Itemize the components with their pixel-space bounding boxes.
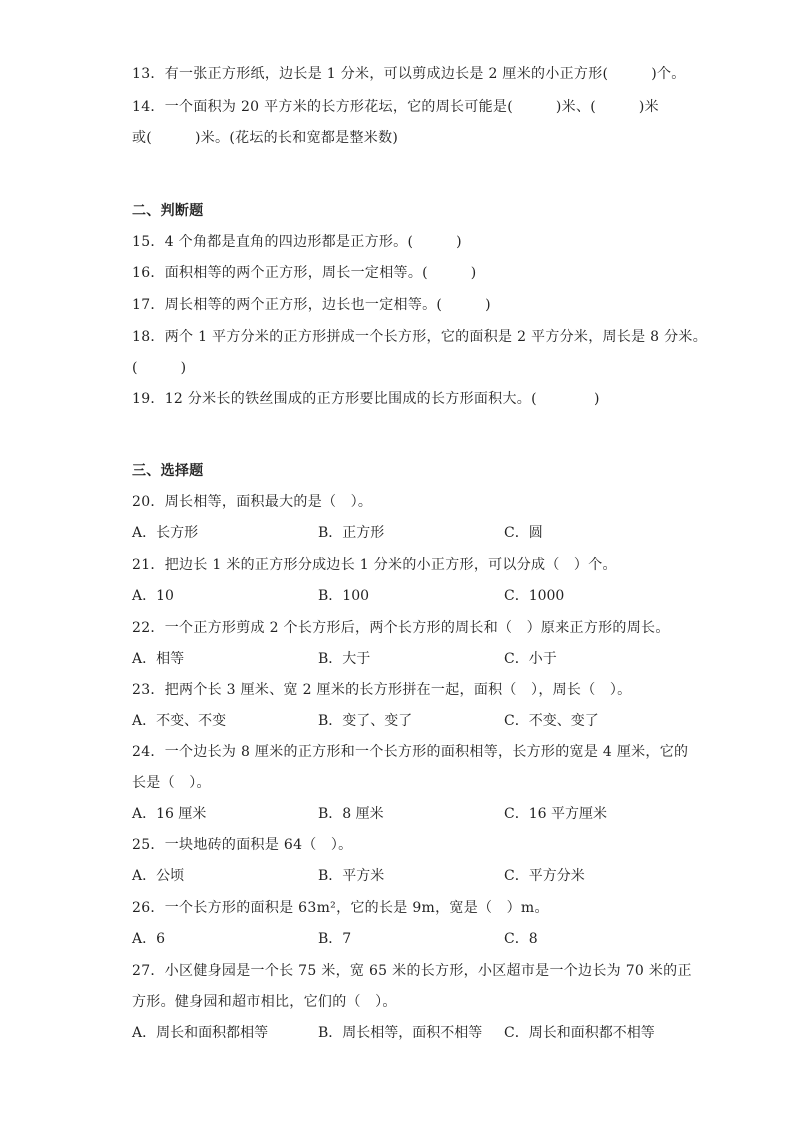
options-24 [132, 804, 692, 824]
option-a: A．长方形 [132, 525, 199, 541]
question-15: 15．4 个角都是直角的四边形都是正方形。( ) [132, 234, 462, 250]
option-a: A．16 厘米 [132, 806, 207, 822]
question-14: 14．一个面积为 20 平方米的长方形花坛，它的周长可能是( )米、( )米 [132, 99, 659, 115]
option-c: C．圆 [504, 525, 543, 541]
option-c: C．平方分米 [504, 868, 585, 884]
options-22 [132, 649, 692, 669]
option-a: A．周长和面积都相等 [132, 1025, 269, 1041]
question-18-answer-blank: ( ) [132, 360, 187, 376]
options-26 [132, 929, 692, 949]
option-c: C．不变、变了 [504, 713, 599, 729]
options-23 [132, 711, 692, 731]
option-a: A．不变、不变 [132, 713, 227, 729]
options-20 [132, 523, 692, 543]
option-a: A．6 [132, 931, 166, 947]
question-20: 20．周长相等，面积最大的是（ ）。 [132, 494, 373, 510]
option-a: A．公顷 [132, 868, 185, 884]
option-c: C．8 [504, 931, 538, 947]
option-c: C．周长和面积都不相等 [504, 1025, 655, 1041]
option-c: C．1000 [504, 588, 565, 604]
option-b: B．7 [318, 931, 352, 947]
question-27-continued: 方形。健身园和超市相比，它们的（ ）。 [132, 994, 397, 1010]
question-27: 27．小区健身园是一个长 75 米，宽 65 米的长方形，小区超市是一个边长为 70 米的正 [132, 963, 692, 979]
options-21 [132, 586, 692, 606]
section-heading-choice: 三、选择题 [132, 463, 204, 479]
question-22: 22．一个正方形剪成 2 个长方形后，两个长方形的周长和（ ）原来正方形的周长。 [132, 620, 670, 636]
question-26: 26．一个长方形的面积是 63m²，它的长是 9m，宽是（ ）m。 [132, 900, 549, 916]
option-b: B．8 厘米 [318, 806, 384, 822]
question-24: 24．一个边长为 8 厘米的正方形和一个长方形的面积相等，长方形的宽是 4 厘米，它的 [132, 744, 689, 760]
question-23: 23．把两个长 3 厘米、宽 2 厘米的长方形拼在一起，面积（ ），周长（ ）。 [132, 682, 632, 698]
option-a: A．相等 [132, 651, 185, 667]
question-16: 16．面积相等的两个正方形，周长一定相等。( ) [132, 265, 477, 281]
option-b: B．大于 [318, 651, 371, 667]
option-b: B．周长相等，面积不相等 [318, 1025, 483, 1041]
section-heading-judge: 二、判断题 [132, 203, 204, 219]
options-27 [132, 1023, 692, 1043]
option-b: B．平方米 [318, 868, 385, 884]
option-b: B．正方形 [318, 525, 385, 541]
question-25: 25．一块地砖的面积是 64（ ）。 [132, 837, 353, 853]
options-25 [132, 866, 692, 886]
question-14-continued: 或( )米。(花坛的长和宽都是整米数) [132, 130, 399, 146]
option-c: C．16 平方厘米 [504, 806, 607, 822]
question-21: 21．把边长 1 米的正方形分成边长 1 分米的小正方形，可以分成（ ）个。 [132, 557, 617, 573]
question-24-continued: 长是（ ）。 [132, 775, 211, 791]
option-b: B．100 [318, 588, 370, 604]
option-a: A．10 [132, 588, 174, 604]
question-18: 18．两个 1 平方分米的正方形拼成一个长方形，它的面积是 2 平方分米，周长是 8 分米。 [132, 329, 708, 345]
question-17: 17．周长相等的两个正方形，边长也一定相等。( ) [132, 297, 491, 313]
question-13: 13．有一张正方形纸，边长是 1 分米，可以剪成边长是 2 厘米的小正方形( )个。 [132, 66, 686, 82]
option-b: B．变了、变了 [318, 713, 413, 729]
option-c: C．小于 [504, 651, 557, 667]
question-19: 19．12 分米长的铁丝围成的正方形要比围成的长方形面积大。( ) [132, 391, 600, 407]
